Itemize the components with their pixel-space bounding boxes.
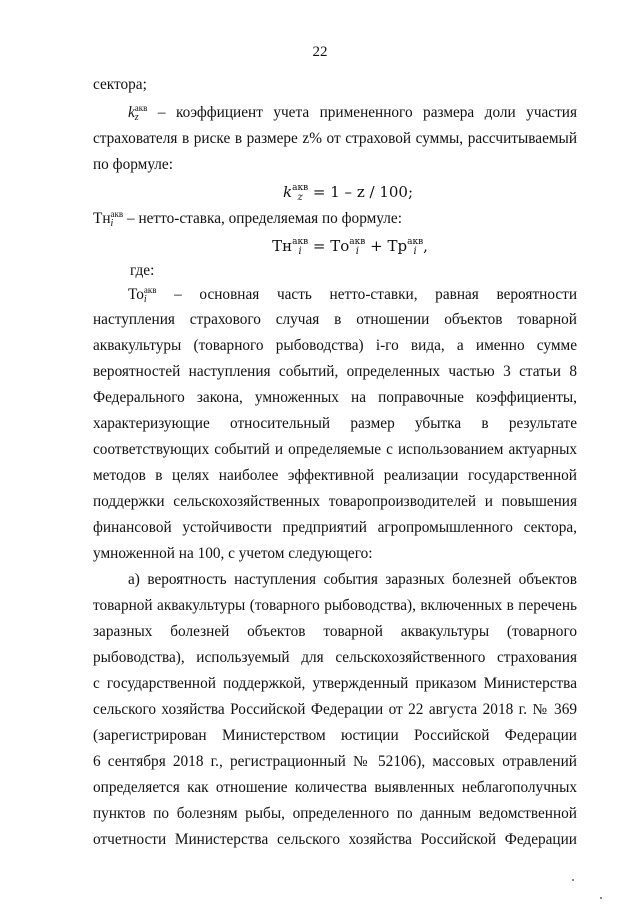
text-fragment: где: bbox=[130, 262, 155, 279]
formula-k: k акв z = 1 – z / 100; bbox=[282, 183, 414, 203]
text-fragment: – основная часть нетто-ставки, равная вероятности bbox=[174, 286, 578, 303]
text-line: соответствующих событий и определяемые с использованием актуарных bbox=[93, 441, 577, 458]
symbol-tn: Тн акв i bbox=[93, 209, 124, 230]
scan-speck bbox=[600, 897, 602, 899]
text-line: финансовой устойчивости предприятий агропромышленного сектора, bbox=[93, 519, 577, 536]
scan-speck bbox=[572, 879, 574, 881]
text-line: Федерального закона, умноженных на поправочные коэффициенты, bbox=[93, 389, 577, 406]
text-fragment: – коэффициент учета примененного размера доли участия bbox=[157, 104, 577, 121]
text-line bbox=[93, 152, 577, 178]
text-line: (зарегистрирован Министерством юстиции Российской Федерации bbox=[93, 727, 577, 744]
text-line: характеризующие относительный размер убытка в результате bbox=[93, 415, 577, 432]
text-fragment: – нетто-ставка, определяемая по формуле: bbox=[123, 210, 402, 227]
text-line: рыбоводства), используемый для сельскохозяйственного страхования bbox=[93, 649, 577, 666]
text-line: 6 сентября 2018 г., регистрационный № 52106), массовых отравлений bbox=[93, 753, 577, 770]
text-line: умноженной на 100, с учетом следующего: bbox=[93, 545, 373, 562]
text-line: отчетности Министерства сельского хозяйства Российской Федерации bbox=[93, 831, 577, 848]
text-line: товарной аквакультуры (товарного рыбоводства), включенных в перечень bbox=[93, 597, 577, 614]
text-line: поддержки сельскохозяйственных товаропроизводителей и повышения bbox=[93, 493, 577, 510]
text-line: аквакультуры (товарного рыбоводства) i-го вида, а именно сумме bbox=[93, 337, 577, 354]
text-line bbox=[128, 282, 577, 308]
text-line bbox=[93, 206, 577, 232]
text-line: определяется как отношение количества выявленных неблагополучных bbox=[93, 779, 577, 796]
text-line bbox=[128, 100, 577, 126]
text-line: пунктов по болезням рыбы, определенного по данным ведомственной bbox=[93, 805, 577, 822]
text-fragment: страхователя в риске в размере z% от страховой суммы, рассчитываемый bbox=[93, 130, 577, 147]
text-line: сельского хозяйства Российской Федерации от 22 августа 2018 г. № 369 bbox=[93, 701, 577, 718]
formula-tn: Тн акв i = То акв i + Тр акв i , bbox=[272, 237, 428, 257]
symbol-k: k акв z bbox=[128, 103, 148, 124]
text-line: с государственной поддержкой, утвержденный приказом Министерства bbox=[93, 675, 577, 692]
page-number: 22 bbox=[312, 44, 328, 60]
text-line: методов в целях наиболее эффективной реализации государственной bbox=[93, 467, 577, 484]
text-line bbox=[93, 126, 577, 152]
text-line: а) вероятность наступления события заразных болезней объектов bbox=[128, 571, 577, 588]
text-fragment: по формуле: bbox=[93, 156, 173, 173]
text-line: наступления страхового случая в отношении объектов товарной bbox=[93, 311, 577, 328]
text-line: заразных болезней объектов товарной аквакультуры (товарного bbox=[93, 623, 577, 640]
text-line: вероятностей наступления событий, определенных частью 3 статьи 8 bbox=[93, 363, 577, 380]
text-line bbox=[130, 258, 614, 284]
text-line bbox=[93, 72, 577, 98]
symbol-to: То акв i bbox=[128, 285, 157, 306]
text-fragment: сектора; bbox=[93, 76, 147, 93]
